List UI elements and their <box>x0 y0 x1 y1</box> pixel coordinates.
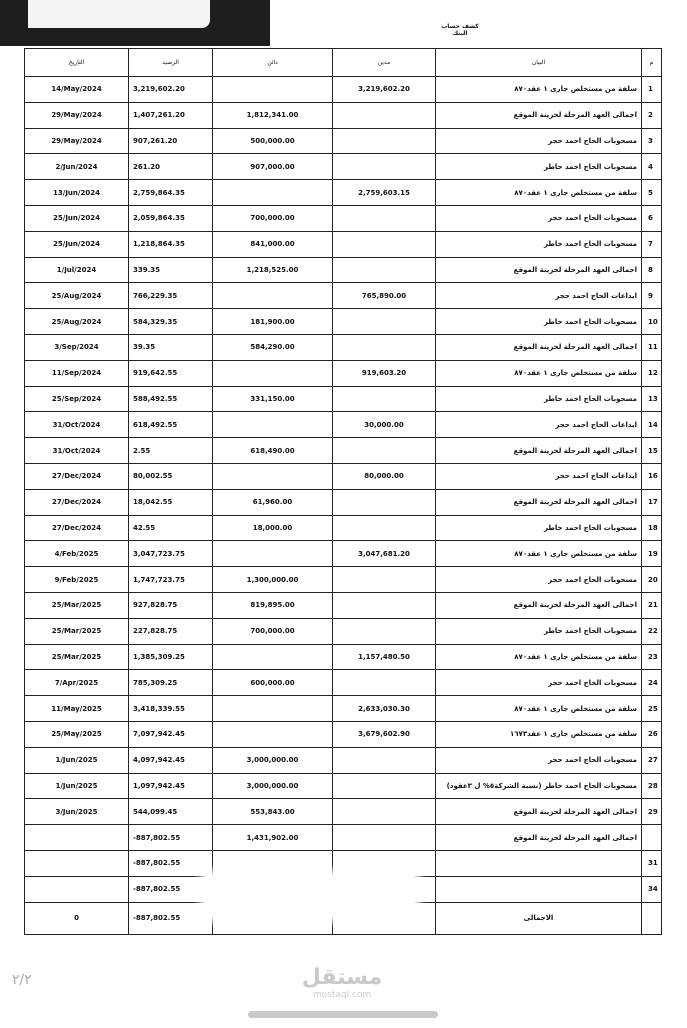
cell-credit <box>213 721 333 747</box>
table-row <box>25 644 662 670</box>
cell-no: 26 <box>642 721 662 747</box>
cell-debit <box>333 231 436 257</box>
cell-date: 3/Jun/2025 <box>25 799 129 825</box>
cell-debit <box>333 438 436 464</box>
cell-credit: 700,000.00 <box>213 205 333 231</box>
cell-date <box>25 876 129 902</box>
cell-no: 20 <box>642 567 662 593</box>
cell-no <box>642 825 662 851</box>
cell-no: 5 <box>642 180 662 206</box>
table-row <box>25 231 662 257</box>
photo-corner-dark <box>0 0 270 46</box>
cell-debit: 3,679,602.90 <box>333 721 436 747</box>
cell-debit: 80,000.00 <box>333 463 436 489</box>
table-row <box>25 799 662 825</box>
cell-credit: 618,490.00 <box>213 438 333 464</box>
cell-balance: 3,219,602.20 <box>129 77 213 103</box>
photo-corner-paper <box>28 0 210 28</box>
cell-balance: 544,099.45 <box>129 799 213 825</box>
cell-credit: 553,843.00 <box>213 799 333 825</box>
cell-date: 25/May/2025 <box>25 721 129 747</box>
cell-no: 21 <box>642 592 662 618</box>
cell-date: 13/Jun/2024 <box>25 180 129 206</box>
cell-no: 11 <box>642 334 662 360</box>
cell-credit: 181,900.00 <box>213 309 333 335</box>
table-row <box>25 567 662 593</box>
cell-balance: 618,492.55 <box>129 412 213 438</box>
cell-debit: 919,603.20 <box>333 360 436 386</box>
cell-description: مسحوبات الحاج احمد حجر <box>436 205 642 231</box>
cell-credit <box>213 360 333 386</box>
header-credit: دائن <box>213 49 333 77</box>
cell-date <box>25 850 129 876</box>
cell-credit <box>213 644 333 670</box>
cell-date: 27/Dec/2024 <box>25 489 129 515</box>
cell-no: 16 <box>642 463 662 489</box>
cell-date: 25/Sep/2024 <box>25 386 129 412</box>
cell-debit <box>333 515 436 541</box>
cell-no: 2 <box>642 102 662 128</box>
cell-credit: 907,000.00 <box>213 154 333 180</box>
table-row <box>25 618 662 644</box>
total-balance-cell: -887,802.55 <box>129 902 213 934</box>
cell-date: 11/Sep/2024 <box>25 360 129 386</box>
table-row <box>25 825 662 851</box>
header-row <box>25 49 662 77</box>
cell-no: 8 <box>642 257 662 283</box>
cell-description: مسحوبات الحاج احمد حجر <box>436 567 642 593</box>
cell-description: مسحوبات الحاج احمد خاطر <box>436 386 642 412</box>
cell-description: اجمالى العهد المرحلة لخزينة الموقع <box>436 489 642 515</box>
cell-description: مسحوبات الحاج احمد خاطر (نسبة الشركة٥% ل ٣عقود) <box>436 773 642 799</box>
cell-date: 1/Jun/2025 <box>25 773 129 799</box>
cell-balance: 39.35 <box>129 334 213 360</box>
cell-date: 25/Mar/2025 <box>25 618 129 644</box>
cell-no: 1 <box>642 77 662 103</box>
cell-debit <box>333 747 436 773</box>
cell-no: 9 <box>642 283 662 309</box>
cell-credit <box>213 283 333 309</box>
table-row <box>25 850 662 876</box>
cell-balance: -887,802.55 <box>129 850 213 876</box>
cell-balance: 80,002.55 <box>129 463 213 489</box>
cell-date: 31/Oct/2024 <box>25 412 129 438</box>
table-row <box>25 257 662 283</box>
cell-date <box>25 825 129 851</box>
cell-credit: 584,290.00 <box>213 334 333 360</box>
cell-date: 27/Dec/2024 <box>25 463 129 489</box>
cell-description: سلفة من مستخلص جارى ١ عقد٨٧٠ <box>436 77 642 103</box>
table-row <box>25 463 662 489</box>
cell-credit <box>213 850 333 876</box>
cell-no: 17 <box>642 489 662 515</box>
cell-description <box>436 876 642 902</box>
cell-balance: 907,261.20 <box>129 128 213 154</box>
header-description: البيان <box>436 49 642 77</box>
cell-description: اجمالى العهد المرحلة لخزينة الموقع <box>436 257 642 283</box>
cell-date: 25/Jun/2024 <box>25 205 129 231</box>
cell-credit: 500,000.00 <box>213 128 333 154</box>
cell-balance: 42.55 <box>129 515 213 541</box>
table-row <box>25 773 662 799</box>
cell-no: 19 <box>642 541 662 567</box>
cell-debit <box>333 825 436 851</box>
cell-description: ايداعات الحاج احمد حجر <box>436 412 642 438</box>
cell-credit: 600,000.00 <box>213 670 333 696</box>
cell-balance: 227,828.75 <box>129 618 213 644</box>
cell-date: 25/Mar/2025 <box>25 644 129 670</box>
cell-credit: 18,000.00 <box>213 515 333 541</box>
cell-balance: 4,097,942.45 <box>129 747 213 773</box>
cell-date: 25/Mar/2025 <box>25 592 129 618</box>
cell-credit <box>213 412 333 438</box>
table-row <box>25 747 662 773</box>
cell-no: 22 <box>642 618 662 644</box>
table-row <box>25 309 662 335</box>
cell-credit: 841,000.00 <box>213 231 333 257</box>
cell-credit: 1,431,902.00 <box>213 825 333 851</box>
cell-description: سلفة من مستخلص جارى ١ عقد٨٧٠ <box>436 360 642 386</box>
table-row <box>25 360 662 386</box>
cell-debit <box>333 592 436 618</box>
cell-no: 15 <box>642 438 662 464</box>
header-balance: الرصيد <box>129 49 213 77</box>
cell-balance: 18,042.55 <box>129 489 213 515</box>
cell-balance: 1,097,942.45 <box>129 773 213 799</box>
header-debit: مدين <box>333 49 436 77</box>
cell-balance: 2,759,864.35 <box>129 180 213 206</box>
header-no: م <box>642 49 662 77</box>
cell-description: سلفة من مستخلص جارى ١ عقد٨٧٠ <box>436 180 642 206</box>
cell-date: 31/Oct/2024 <box>25 438 129 464</box>
cell-debit: 1,157,480.50 <box>333 644 436 670</box>
cell-description: مسحوبات الحاج احمد خاطر <box>436 309 642 335</box>
cell-description: مسحوبات الحاج احمد حجر <box>436 747 642 773</box>
cell-date: 7/Apr/2025 <box>25 670 129 696</box>
table-row <box>25 541 662 567</box>
cell-date: 4/Feb/2025 <box>25 541 129 567</box>
cell-credit: 819,895.00 <box>213 592 333 618</box>
cell-date: 1/Jun/2025 <box>25 747 129 773</box>
table-row <box>25 670 662 696</box>
cell-description: اجمالى العهد المرحلة لخزينة الموقع <box>436 799 642 825</box>
cell-credit: 700,000.00 <box>213 618 333 644</box>
cell-debit <box>333 567 436 593</box>
cell-balance: 1,747,723.75 <box>129 567 213 593</box>
cell-date: 3/Sep/2024 <box>25 334 129 360</box>
cell-balance: 7,097,942.45 <box>129 721 213 747</box>
cell-debit: 3,047,681.20 <box>333 541 436 567</box>
cell-credit <box>213 463 333 489</box>
watermark-url: mostaql.com <box>312 990 372 1000</box>
cell-description: اجمالى العهد المرحلة لخزينة الموقع <box>436 334 642 360</box>
cell-no: 25 <box>642 696 662 722</box>
table-row <box>25 180 662 206</box>
cell-credit: 1,218,525.00 <box>213 257 333 283</box>
cell-description: مسحوبات الحاج احمد خاطر <box>436 618 642 644</box>
cell-balance: 919,642.55 <box>129 360 213 386</box>
cell-date: 27/Dec/2024 <box>25 515 129 541</box>
cell-debit: 30,000.00 <box>333 412 436 438</box>
watermark-logo <box>295 966 389 1000</box>
cell-description: اجمالى العهد المرحلة لخزينة الموقع <box>436 438 642 464</box>
cell-no: 3 <box>642 128 662 154</box>
cell-balance: 927,828.75 <box>129 592 213 618</box>
bank-statement-table <box>24 48 662 935</box>
cell-balance: 339.35 <box>129 257 213 283</box>
cell-no: 31 <box>642 850 662 876</box>
cell-date: 25/Jun/2024 <box>25 231 129 257</box>
redacted-area <box>206 876 414 916</box>
cell-debit <box>333 128 436 154</box>
table-row <box>25 721 662 747</box>
cell-date: 11/May/2025 <box>25 696 129 722</box>
cell-debit <box>333 309 436 335</box>
cell-date: 1/Jul/2024 <box>25 257 129 283</box>
cell-debit <box>333 386 436 412</box>
cell-no: 18 <box>642 515 662 541</box>
cell-balance: 1,385,309.25 <box>129 644 213 670</box>
cell-debit: 2,759,603.15 <box>333 180 436 206</box>
cell-debit <box>333 799 436 825</box>
table-row <box>25 154 662 180</box>
cell-date: 2/Jun/2024 <box>25 154 129 180</box>
cell-no: 13 <box>642 386 662 412</box>
cell-debit <box>333 257 436 283</box>
table-row <box>25 696 662 722</box>
cell-credit: 1,300,000.00 <box>213 567 333 593</box>
cell-balance: 3,047,723.75 <box>129 541 213 567</box>
table-row <box>25 386 662 412</box>
cell-no: 10 <box>642 309 662 335</box>
cell-debit <box>333 489 436 515</box>
cell-description: مسحوبات الحاج احمد خاطر <box>436 154 642 180</box>
cell-description: مسحوبات الحاج احمد خاطر <box>436 231 642 257</box>
cell-no: 7 <box>642 231 662 257</box>
cell-credit <box>213 180 333 206</box>
cell-description: مسحوبات الحاج احمد حجر <box>436 128 642 154</box>
cell-no: 23 <box>642 644 662 670</box>
cell-balance: 588,492.55 <box>129 386 213 412</box>
cell-description: سلفة من مستخلص جارى ١ عقد١٦٧٣ <box>436 721 642 747</box>
cell-balance: 785,309.25 <box>129 670 213 696</box>
home-indicator-bar[interactable] <box>248 1011 438 1018</box>
cell-credit: 3,000,000.00 <box>213 747 333 773</box>
cell-balance: 2,059,864.35 <box>129 205 213 231</box>
cell-no: 24 <box>642 670 662 696</box>
table-body <box>25 77 662 903</box>
cell-debit <box>333 334 436 360</box>
watermark-name: مستقل <box>301 965 383 990</box>
cell-balance: -887,802.55 <box>129 825 213 851</box>
cell-date: 25/Aug/2024 <box>25 283 129 309</box>
cell-credit: 331,150.00 <box>213 386 333 412</box>
cell-debit <box>333 102 436 128</box>
cell-description: اجمالى العهد المرحلة لخزينة الموقع <box>436 102 642 128</box>
cell-debit <box>333 850 436 876</box>
cell-description <box>436 850 642 876</box>
table-row <box>25 592 662 618</box>
total-date-cell: 0 <box>25 902 129 934</box>
cell-credit: 3,000,000.00 <box>213 773 333 799</box>
document-title: كشف حساب البنك <box>441 23 479 37</box>
cell-credit: 61,960.00 <box>213 489 333 515</box>
cell-description: اجمالى العهد المرحلة لخزينة الموقع <box>436 592 642 618</box>
cell-balance: 1,218,864.35 <box>129 231 213 257</box>
cell-no: 4 <box>642 154 662 180</box>
cell-date: 29/May/2024 <box>25 102 129 128</box>
cell-balance: -887,802.55 <box>129 876 213 902</box>
cell-debit: 2,633,030.30 <box>333 696 436 722</box>
cell-debit <box>333 154 436 180</box>
cell-description: اجمالى العهد المرحلة لخزينة الموقع <box>436 825 642 851</box>
table-row <box>25 283 662 309</box>
table-row <box>25 102 662 128</box>
cell-balance: 1,407,261.20 <box>129 102 213 128</box>
table-row <box>25 205 662 231</box>
cell-balance: 766,229.35 <box>129 283 213 309</box>
cell-debit <box>333 618 436 644</box>
cell-debit <box>333 205 436 231</box>
header-date: التاريخ <box>25 49 129 77</box>
cell-description: سلفة من مستخلص جارى ١ عقد٨٧٠ <box>436 541 642 567</box>
table-row <box>25 515 662 541</box>
cell-balance: 584,329.35 <box>129 309 213 335</box>
cell-no: 34 <box>642 876 662 902</box>
cell-credit: 1,812,341.00 <box>213 102 333 128</box>
cell-credit <box>213 77 333 103</box>
cell-debit: 765,890.00 <box>333 283 436 309</box>
cell-no: 12 <box>642 360 662 386</box>
cell-date: 29/May/2024 <box>25 128 129 154</box>
cell-credit <box>213 696 333 722</box>
cell-description: ايداعات الحاج احمد حجر <box>436 463 642 489</box>
total-no-cell <box>642 902 662 934</box>
cell-date: 14/May/2024 <box>25 77 129 103</box>
table-row <box>25 412 662 438</box>
cell-balance: 3,418,339.55 <box>129 696 213 722</box>
cell-date: 9/Feb/2025 <box>25 567 129 593</box>
cell-debit <box>333 773 436 799</box>
cell-description: سلفة من مستخلص جارى ١ عقد٨٧٠ <box>436 644 642 670</box>
cell-no: 28 <box>642 773 662 799</box>
cell-description: سلفة من مستخلص جارى ١ عقد٨٧٠ <box>436 696 642 722</box>
cell-date: 25/Aug/2024 <box>25 309 129 335</box>
page-indicator: ٢/٢ <box>12 972 32 988</box>
cell-description: مسحوبات الحاج احمد حجر <box>436 670 642 696</box>
cell-no: 29 <box>642 799 662 825</box>
table-row <box>25 334 662 360</box>
cell-no: 14 <box>642 412 662 438</box>
cell-no: 6 <box>642 205 662 231</box>
table-row <box>25 128 662 154</box>
cell-balance: 261.20 <box>129 154 213 180</box>
table-row <box>25 489 662 515</box>
cell-balance: 2.55 <box>129 438 213 464</box>
total-label-cell: الاجمالى <box>436 902 642 934</box>
table-row <box>25 438 662 464</box>
cell-description: مسحوبات الحاج احمد خاطر <box>436 515 642 541</box>
cell-debit <box>333 670 436 696</box>
table-row <box>25 77 662 103</box>
cell-no: 27 <box>642 747 662 773</box>
cell-debit: 3,219,602.20 <box>333 77 436 103</box>
cell-credit <box>213 541 333 567</box>
cell-description: ايداعات الحاج احمد حجر <box>436 283 642 309</box>
